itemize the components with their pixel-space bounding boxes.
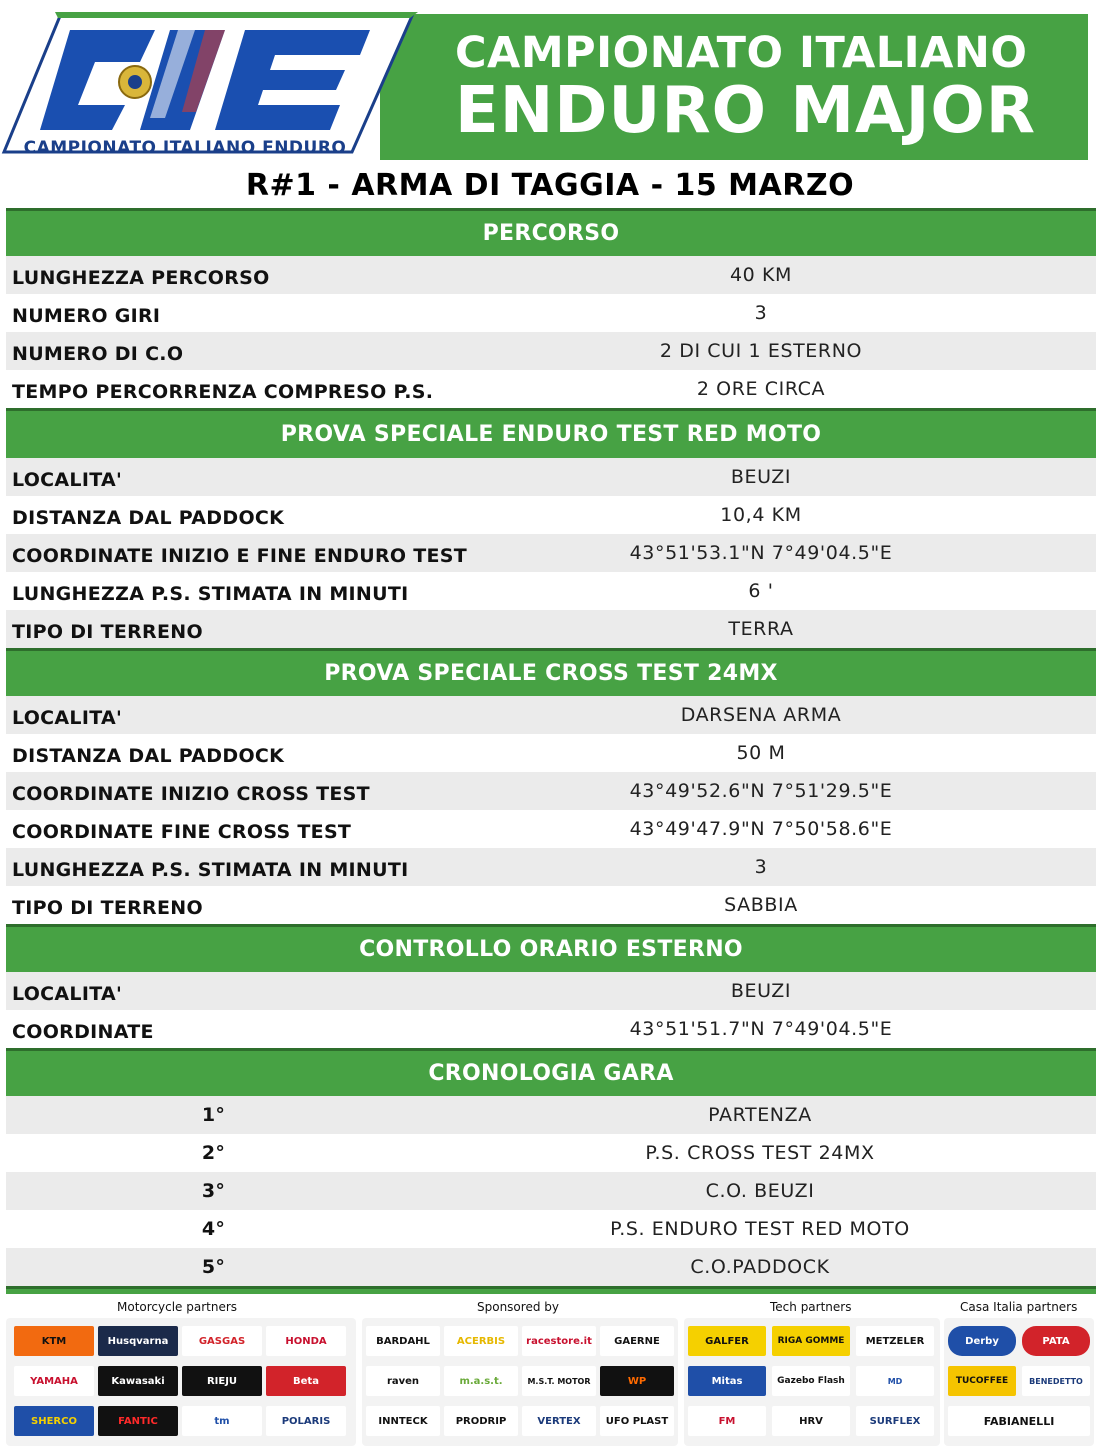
section-header-cross-test: PROVA SPECIALE CROSS TEST 24MX — [6, 648, 1096, 696]
mast-logo: m.a.s.t. — [444, 1366, 518, 1396]
row-label: DISTANZA DAL PADDOCK — [12, 507, 285, 529]
fantic-logo: FANTIC — [98, 1406, 178, 1436]
table-row — [6, 256, 1096, 294]
row-value: TERRA — [728, 618, 794, 640]
tucoffee-logo: TUCOFFEE — [948, 1366, 1016, 1396]
row-value: 3 — [754, 302, 768, 324]
hrv-logo: HRV — [772, 1406, 850, 1436]
gasgas-logo: GASGAS — [182, 1326, 262, 1356]
kawasaki-logo: Kawasaki — [98, 1366, 178, 1396]
row-value: 3 — [754, 856, 768, 878]
row-label: TEMPO PERCORRENZA COMPRESO P.S. — [12, 381, 434, 403]
tm-logo: tm — [182, 1406, 262, 1436]
logo-label: CAMPIONATO ITALIANO ENDURO — [23, 138, 347, 158]
table-row — [6, 458, 1096, 496]
derby-logo: Derby — [948, 1326, 1016, 1356]
metzeler-logo: METZELER — [856, 1326, 934, 1356]
ktm-logo: KTM — [14, 1326, 94, 1356]
racestore-logo: racestore.it — [522, 1326, 596, 1356]
row-label: COORDINATE INIZIO E FINE ENDURO TEST — [12, 545, 468, 567]
championship-title-line2: ENDURO MAJOR — [455, 74, 1037, 148]
sponsors-footer — [0, 1298, 1100, 1454]
row-label: COORDINATE FINE CROSS TEST — [12, 821, 352, 843]
table-row — [6, 886, 1096, 924]
row-order: 5° — [201, 1256, 226, 1278]
section-header-enduro-test: PROVA SPECIALE ENDURO TEST RED MOTO — [6, 408, 1096, 458]
row-label: LOCALITA' — [12, 983, 123, 1005]
mst-motor-logo: M.S.T. MOTOR — [522, 1366, 596, 1396]
row-order: 1° — [201, 1104, 226, 1126]
prodrip-logo: PRODRIP — [444, 1406, 518, 1436]
section-header-controllo-orario: CONTROLLO ORARIO ESTERNO — [6, 924, 1096, 972]
sponsor-logo-grid — [684, 1318, 940, 1446]
row-label: COORDINATE — [12, 1021, 154, 1043]
row-value: P.S. ENDURO TEST RED MOTO — [610, 1218, 910, 1240]
row-value: C.O.PADDOCK — [690, 1256, 830, 1278]
polaris-logo: POLARIS — [266, 1406, 346, 1436]
husqvarna-logo: Husqvarna — [98, 1326, 178, 1356]
vertex-logo: VERTEX — [522, 1406, 596, 1436]
row-label: TIPO DI TERRENO — [12, 897, 203, 919]
fm-logo: FM — [688, 1406, 766, 1436]
row-value: 2 ORE CIRCA — [696, 378, 826, 400]
row-order: 3° — [201, 1180, 226, 1202]
row-label: NUMERO DI C.O — [12, 343, 184, 365]
table-row — [6, 1096, 1096, 1134]
header — [0, 0, 1100, 160]
yamaha-logo: YAMAHA — [14, 1366, 94, 1396]
gaerne-logo: GAERNE — [600, 1326, 674, 1356]
row-value: BEUZI — [730, 980, 792, 1002]
mitas-logo: Mitas — [688, 1366, 766, 1396]
gazebo-flash-logo: Gazebo Flash — [772, 1366, 850, 1396]
table-row — [6, 1248, 1096, 1286]
table-row — [6, 696, 1096, 734]
row-label: LUNGHEZZA PERCORSO — [12, 267, 270, 289]
fabianelli-logo: FABIANELLI — [948, 1406, 1090, 1436]
row-label: DISTANZA DAL PADDOCK — [12, 745, 285, 767]
row-order: 4° — [201, 1218, 226, 1240]
wp-logo: WP — [600, 1366, 674, 1396]
table-row — [6, 294, 1096, 332]
row-value: 40 KM — [729, 264, 793, 286]
rieju-logo: RIEJU — [182, 1366, 262, 1396]
table-row — [6, 1134, 1096, 1172]
md-logo: MD — [856, 1366, 934, 1396]
row-value: BEUZI — [730, 466, 792, 488]
championship-title-line1: CAMPIONATO ITALIANO — [455, 28, 1028, 78]
row-value: SABBIA — [724, 894, 798, 916]
row-order: 2° — [201, 1142, 226, 1164]
row-label: TIPO DI TERRENO — [12, 621, 203, 643]
row-value: 43°51'51.7"N 7°49'04.5"E — [629, 1018, 893, 1040]
row-label: COORDINATE INIZIO CROSS TEST — [12, 783, 370, 805]
race-title: R#1 - ARMA DI TAGGIA - 15 MARZO — [245, 168, 855, 203]
table-row — [6, 972, 1096, 1010]
row-label: LOCALITA' — [12, 707, 123, 729]
galfer-logo: GALFER — [688, 1326, 766, 1356]
sponsor-logo-grid — [362, 1318, 678, 1446]
row-value: 6 ' — [748, 580, 774, 602]
raven-logo: raven — [366, 1366, 440, 1396]
row-value: C.O. BEUZI — [705, 1180, 815, 1202]
table-bottom-bar — [6, 1286, 1096, 1294]
section-header-cronologia: CRONOLOGIA GARA — [6, 1048, 1096, 1096]
row-value: 43°51'53.1"N 7°49'04.5"E — [629, 542, 893, 564]
cie-logo — [0, 10, 420, 162]
bardahl-logo: BARDAHL — [366, 1326, 440, 1356]
sponsor-logo-grid — [6, 1318, 356, 1446]
table-row — [6, 534, 1096, 572]
sponsor-group-title: Sponsored by — [477, 1300, 559, 1314]
row-value: 10,4 KM — [720, 504, 802, 526]
honda-logo: HONDA — [266, 1326, 346, 1356]
section-header-percorso: PERCORSO — [6, 208, 1096, 256]
row-value: 43°49'47.9"N 7°50'58.6"E — [629, 818, 893, 840]
sponsor-group-title: Tech partners — [770, 1300, 852, 1314]
ufo-plast-logo: UFO PLAST — [600, 1406, 674, 1436]
benedetto-logo: BENEDETTO — [1022, 1366, 1090, 1396]
table-row — [6, 332, 1096, 370]
row-value: DARSENA ARMA — [680, 704, 842, 726]
table-row — [6, 810, 1096, 848]
info-table — [6, 208, 1096, 1294]
row-value: PARTENZA — [708, 1104, 812, 1126]
surflex-logo: SURFLEX — [856, 1406, 934, 1436]
innteck-logo: INNTECK — [366, 1406, 440, 1436]
row-label: LUNGHEZZA P.S. STIMATA IN MINUTI — [12, 583, 409, 605]
sponsor-logo-grid — [944, 1318, 1094, 1446]
riga-gomme-logo: RIGA GOMME — [772, 1326, 850, 1356]
row-value: 43°49'52.6"N 7°51'29.5"E — [629, 780, 893, 802]
row-label: LUNGHEZZA P.S. STIMATA IN MINUTI — [12, 859, 409, 881]
table-row — [6, 734, 1096, 772]
table-row — [6, 1172, 1096, 1210]
sherco-logo: SHERCO — [14, 1406, 94, 1436]
acerbis-logo: ACERBIS — [444, 1326, 518, 1356]
table-row — [6, 1210, 1096, 1248]
table-row — [6, 1010, 1096, 1048]
row-label: NUMERO GIRI — [12, 305, 161, 327]
table-row — [6, 848, 1096, 886]
table-row — [6, 610, 1096, 648]
sponsor-group-title: Motorcycle partners — [117, 1300, 238, 1314]
row-label: LOCALITA' — [12, 469, 123, 491]
row-value: P.S. CROSS TEST 24MX — [645, 1142, 875, 1164]
table-row — [6, 572, 1096, 610]
table-row — [6, 772, 1096, 810]
pata-logo: PATA — [1022, 1326, 1090, 1356]
table-row — [6, 496, 1096, 534]
row-value: 50 M — [736, 742, 786, 764]
row-value: 2 DI CUI 1 ESTERNO — [659, 340, 863, 362]
sponsor-group-title: Casa Italia partners — [960, 1300, 1078, 1314]
table-row — [6, 370, 1096, 408]
beta-logo: Beta — [266, 1366, 346, 1396]
